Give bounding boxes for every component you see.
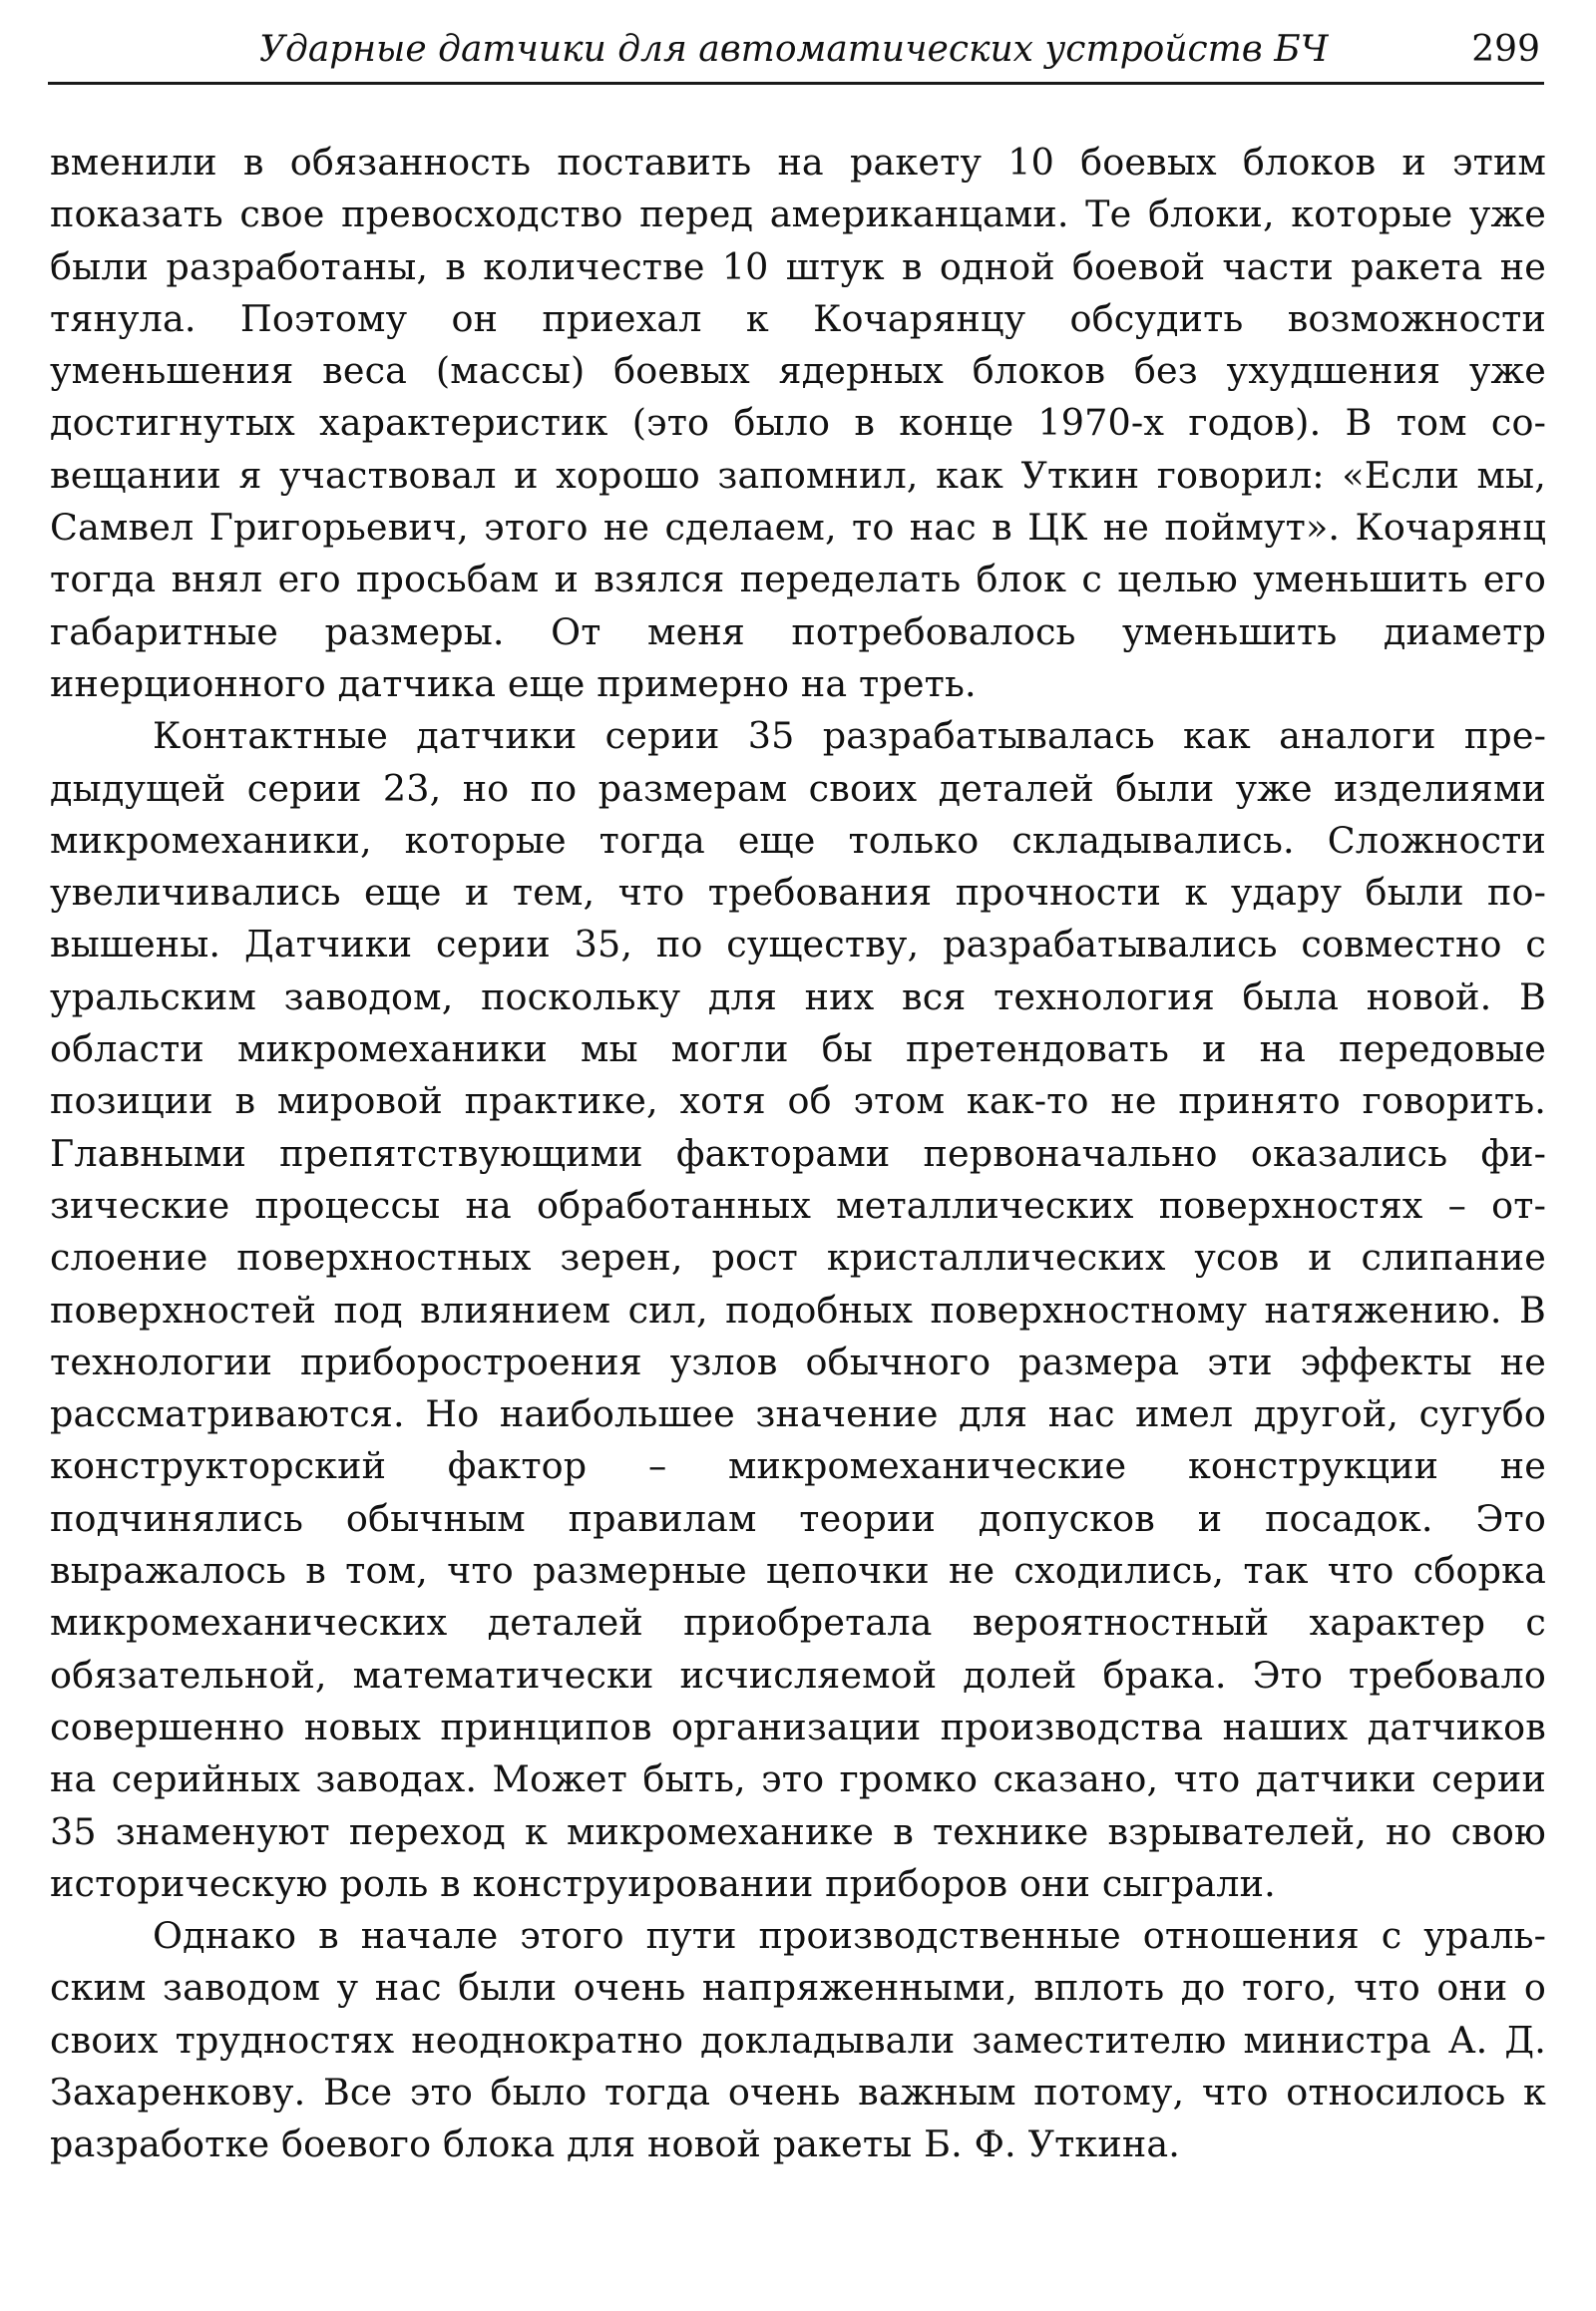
paragraph: Однако в начале этого пути производственные отношения с уральским заводом у нас были очень напряженными, вплоть до того, что они о своих трудностях неоднократно докладывали заместителю министра А. Д. Захаренкову. Все это было тогда очень важным потому, что относилось к разработке боевого блока для новой ракеты Б. Ф. Уткина. [50,1914,1546,2166]
page-number: 299 [1471,29,1540,70]
paragraph-continued: вменили в обязанность поставить на ракету 10 боевых блоков и этим показать свое превосходство перед американцами. Те блоки, которые уже были разработаны, в количестве 10 штук в одной боевой части ракета не тянула. Поэтому он приехал к Кочарянцу обсудить возможности уменьшения веса (массы) боевых ядерных блоков без ухудшения уже достигнутых характеристик (это было в конце 1970-х годов). В том совещании я участвовал и хорошо запомнил, как Уткин говорил: «Если мы, Самвел Григорьевич, этого не сделаем, то нас в ЦК не поймут». Кочарянц тогда внял его просьбам и взялся переделать блок с целью уменьшить его габаритные размеры. От меня потребовалось уменьшить диаметр инерционного датчика еще примерно на треть. [50,141,1546,705]
running-header [48,22,1544,85]
running-title: Ударные датчики для автоматических устройств БЧ [259,29,1329,70]
body-text [50,137,1546,2171]
paragraph: Контактные датчики серии 35 разрабатывалась как аналоги предыдущей серии 23, но по размерам своих деталей были уже изделиями микромеханики, которые тогда еще только складывались. Сложности увеличивались еще и тем, что требования прочности к удару были повышены. Датчики серии 35, по существу, разрабатывались совместно с уральским заводом, поскольку для них вся технология была новой. В области микромеханики мы могли бы претендовать и на передовые позиции в мировой практике, хотя об этом как-то не принято говорить. Главными препятствующими факторами первоначально оказались физические процессы на обработанных металлических поверхностях – отслоение поверхностных зерен, рост кристаллических усов и слипание поверхностей под влиянием сил, подобных поверхностному натяжению. В технологии приборостроения узлов обычного размера эти эффекты не рассматриваются. Но наибольшее значение для нас имел другой, сугубо конструкторский фактор – микромеханические конструкции не подчинялись обычным правилам теории допусков и посадок. Это выражалось в том, что размерные цепочки не сходились, так что сборка микромеханических деталей приобретала вероятностный характер с обязательной, математически исчисляемой долей брака. Это требовало совершенно новых принципов организации производства наших датчиков на серийных заводах. Может быть, это громко сказано, что датчики серии 35 знаменуют переход к микромеханике в технике взрывателей, но свою историческую роль в конструировании приборов они сыграли. [50,714,1546,1905]
